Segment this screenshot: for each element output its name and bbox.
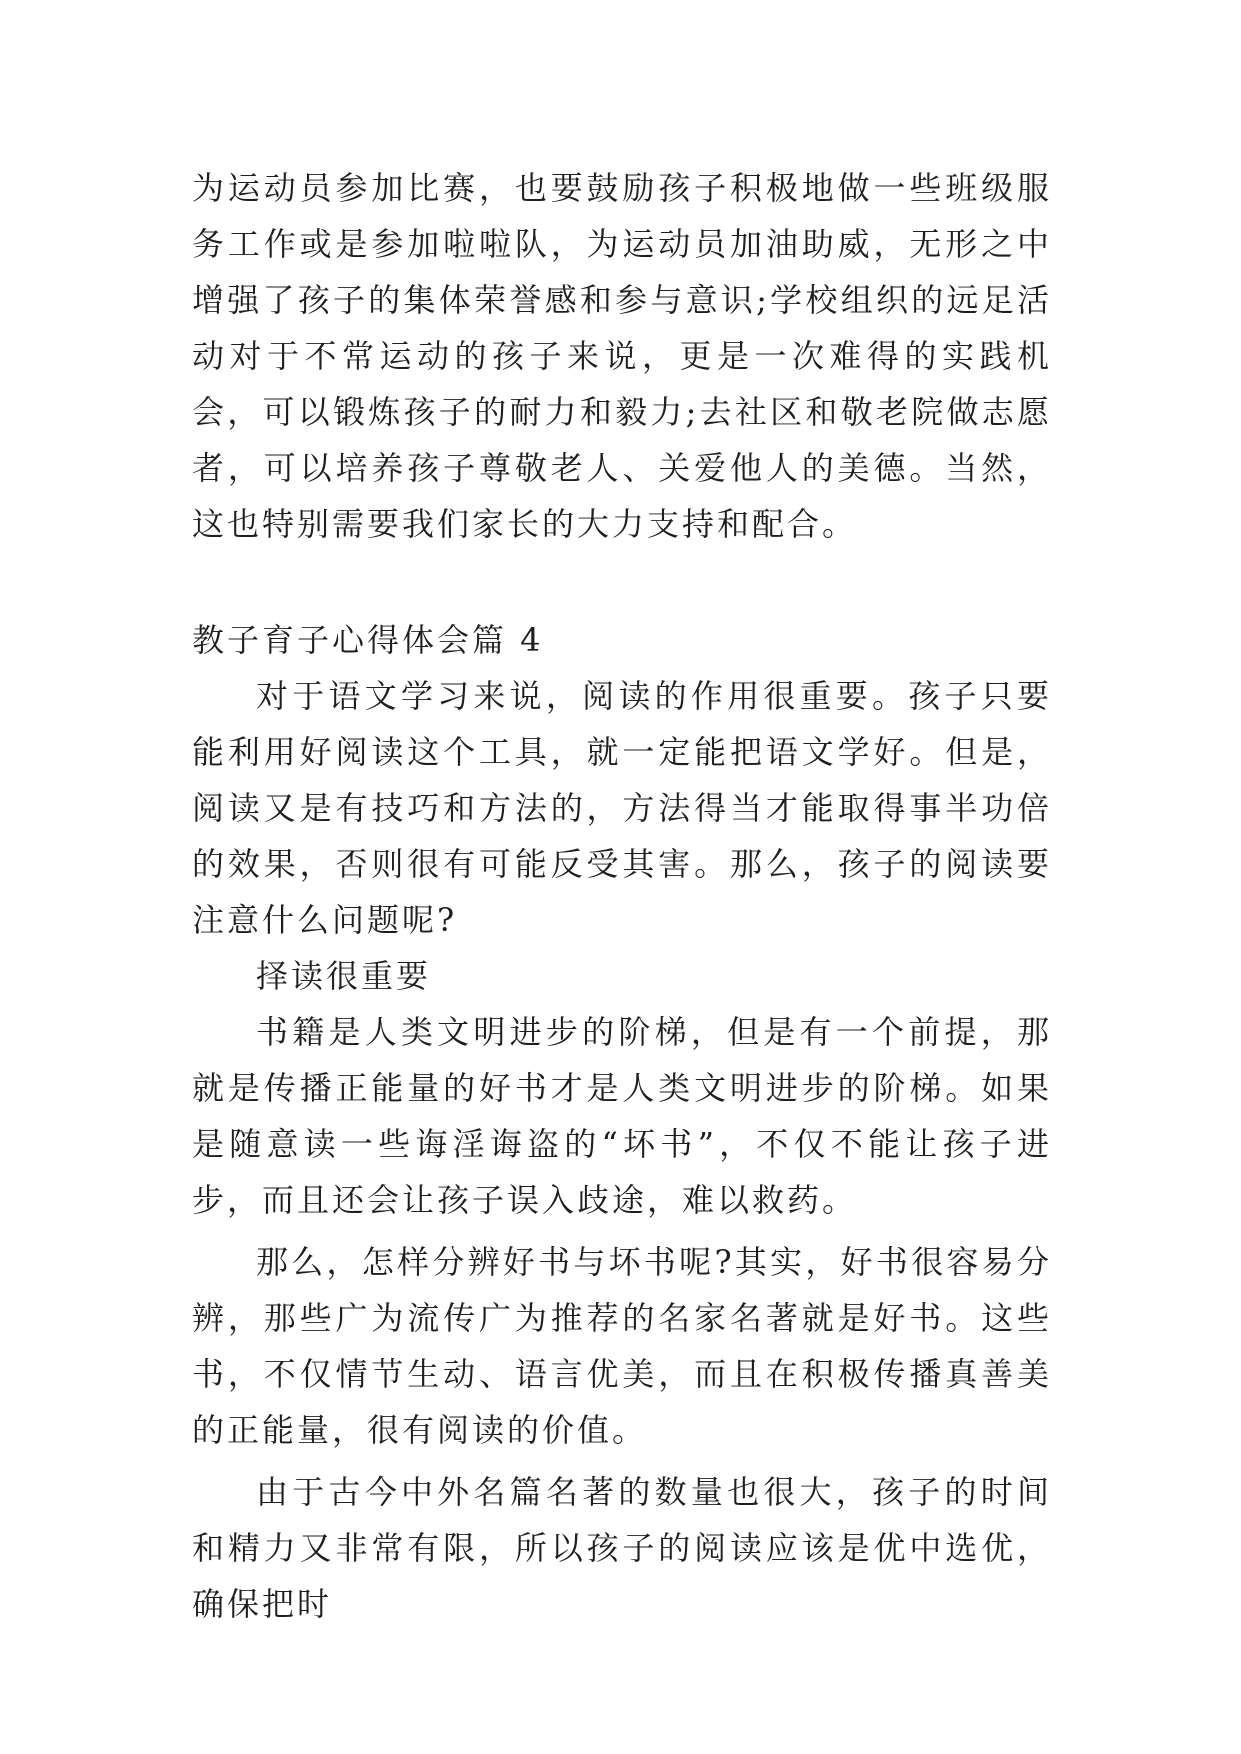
section-heading: 教子育子心得体会篇 4: [192, 621, 544, 659]
document-body: [192, 160, 1052, 1632]
continuation-paragraph: 为运动员参加比赛，也要鼓励孩子积极地做一些班级服务工作或是参加啦啦队，为运动员加油助威，无形之中增强了孩子的集体荣誉感和参与意识;学校组织的远足活动对于不常运动的孩子来说，更是一次难得的实践机会，可以锻炼孩子的耐力和毅力;去社区和敬老院做志愿者，可以培养孩子尊敬老人、关爱他人的美德。当然，这也特别需要我们家长的大力支持和配合。: [192, 169, 1052, 543]
paragraph-intro: 对于语文学习来说，阅读的作用很重要。孩子只要能利用好阅读这个工具，就一定能把语文学好。但是，阅读又是有技巧和方法的，方法得当才能取得事半功倍的效果，否则很有可能反受其害。那么，孩子的阅读要注意什么问题呢?: [192, 677, 1052, 939]
paragraph-distinguish-books: 那么，怎样分辨好书与坏书呢?其实，好书很容易分辨，那些广为流传广为推荐的名家名著就是好书。这些书，不仅情节生动、语言优美，而且在积极传播真善美的正能量，很有阅读的价值。: [192, 1243, 1052, 1449]
paragraph-classics-selection: 由于古今中外名篇名著的数量也很大，孩子的时间和精力又非常有限，所以孩子的阅读应该是优中选优，确保把时: [192, 1473, 1052, 1623]
paragraph-books-ladder: 书籍是人类文明进步的阶梯，但是有一个前提，那就是传播正能量的好书才是人类文明进步的阶梯。如果是随意读一些诲淫诲盗的“坏书”，不仅不能让孩子进步，而且还会让孩子误入歧途，难以救药。: [192, 1013, 1052, 1219]
subheading-selective-reading: 择读很重要: [256, 957, 432, 995]
